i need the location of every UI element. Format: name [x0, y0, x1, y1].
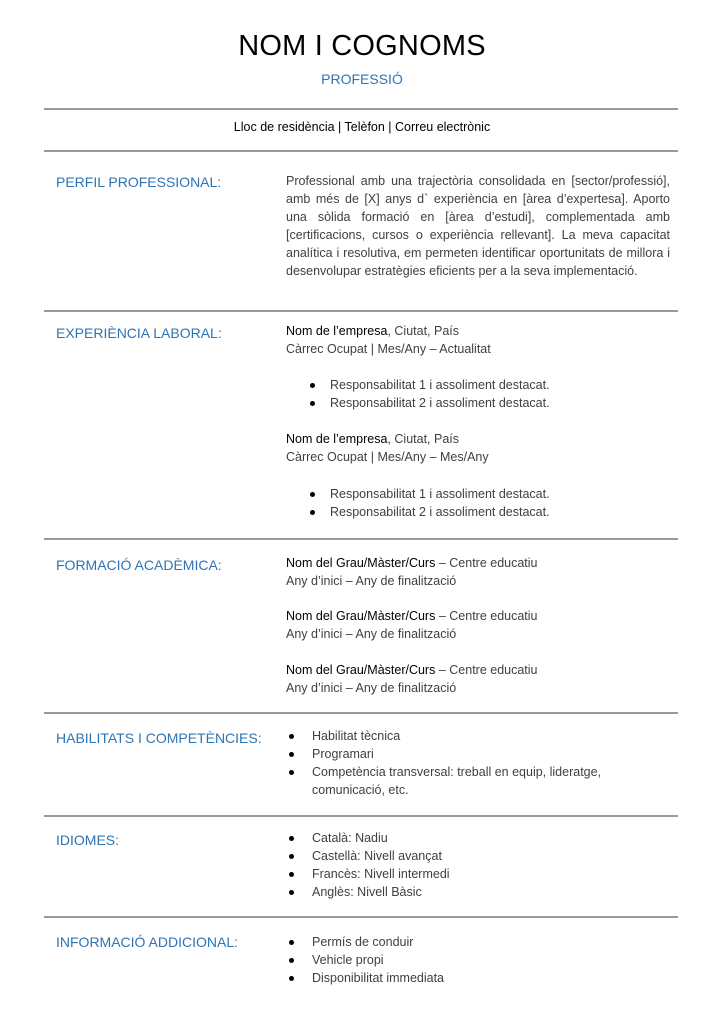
experience-job — [286, 322, 670, 358]
experience-job — [286, 430, 670, 466]
section-title-additional: INFORMACIÓ ADDICIONAL: — [56, 934, 239, 950]
bullet-icon — [289, 854, 294, 859]
list-item: Català: Nadiu — [286, 829, 670, 847]
section-title-skills: HABILITATS I COMPETÈNCIES: — [56, 730, 262, 746]
bullet-icon — [289, 890, 294, 895]
list-item: Responsabilitat 2 i assoliment destacat. — [286, 503, 670, 521]
list-item: Responsabilitat 2 i assoliment destacat. — [286, 394, 670, 412]
divider — [44, 712, 678, 714]
degree-name: Nom del Grau/Màster/Curs — [286, 556, 436, 570]
job-bullets — [286, 485, 670, 521]
bullet-icon — [289, 752, 294, 757]
list-item: Permís de conduir — [286, 933, 670, 951]
list-item: Habilitat tècnica — [286, 727, 670, 745]
full-name: NOM I COGNOMS — [238, 30, 486, 62]
education-entry — [286, 554, 670, 590]
company-name: Nom de l’empresa — [286, 432, 388, 446]
contact-line: Lloc de residència | Telèfon | Correu electrònic — [233, 120, 491, 134]
section-title-profile: PERFIL PROFESSIONAL: — [56, 174, 222, 190]
study-years: Any d’inici – Any de finalització — [286, 627, 457, 641]
skills-list — [286, 727, 670, 799]
job-role: Càrrec Ocupat | Mes/Any – Actualitat — [286, 342, 491, 356]
company-location: , Ciutat, País — [387, 432, 459, 446]
divider — [44, 916, 678, 918]
study-years: Any d’inici – Any de finalització — [286, 681, 457, 695]
divider — [44, 310, 678, 312]
bullet-icon — [289, 770, 294, 775]
section-title-experience: EXPERIÈNCIA LABORAL: — [56, 325, 222, 341]
additional-list — [286, 933, 670, 987]
list-item: Competència transversal: treball en equip, lideratge, comunicació, etc. — [286, 763, 670, 799]
list-item: Responsabilitat 1 i assoliment destacat. — [286, 376, 670, 394]
degree-name: Nom del Grau/Màster/Curs — [286, 609, 436, 623]
bullet-icon — [289, 940, 294, 945]
list-item: Responsabilitat 1 i assoliment destacat. — [286, 485, 670, 503]
list-item: Programari — [286, 745, 670, 763]
divider — [44, 538, 678, 540]
job-role: Càrrec Ocupat | Mes/Any – Mes/Any — [286, 450, 489, 464]
divider — [44, 150, 678, 152]
bullet-icon — [289, 836, 294, 841]
list-item: Castellà: Nivell avançat — [286, 847, 670, 865]
degree-name: Nom del Grau/Màster/Curs — [286, 663, 436, 677]
list-item: Disponibilitat immediata — [286, 969, 670, 987]
section-title-languages: IDIOMES: — [56, 832, 120, 848]
education-entry — [286, 607, 670, 643]
bullet-icon — [310, 383, 315, 388]
education-entry — [286, 661, 670, 697]
school-name: – Centre educatiu — [435, 609, 538, 623]
divider — [44, 815, 678, 817]
bullet-icon — [289, 734, 294, 739]
list-item: Vehicle propi — [286, 951, 670, 969]
company-name: Nom de l’empresa — [286, 324, 388, 338]
languages-list — [286, 829, 670, 901]
profile-text: Professional amb una trajectòria consolidada en [sector/professió], amb més de [X] anys d` experiència en [àrea d’expertesa]. Aporto una sòlida formació en [àrea d’estudi], complementada amb [certificacions, cursos o experiència rellevant]. La meva capacitat analítica i resolutiva, em permeten identificar oportunitats de millora i desenvolupar estratègies eficients per a la seva implementació. — [286, 174, 670, 278]
bullet-icon — [310, 401, 315, 406]
section-title-education: FORMACIÓ ACADÈMICA: — [56, 557, 222, 573]
bullet-icon — [289, 872, 294, 877]
study-years: Any d’inici – Any de finalització — [286, 574, 457, 588]
bullet-icon — [310, 510, 315, 515]
profession: PROFESSIÓ — [321, 71, 403, 87]
bullet-icon — [310, 492, 315, 497]
list-item: Francès: Nivell intermedi — [286, 865, 670, 883]
bullet-icon — [289, 976, 294, 981]
school-name: – Centre educatiu — [435, 556, 538, 570]
divider — [44, 108, 678, 110]
bullet-icon — [289, 958, 294, 963]
job-bullets — [286, 376, 670, 412]
school-name: – Centre educatiu — [435, 663, 538, 677]
list-item: Anglès: Nivell Bàsic — [286, 883, 670, 901]
company-location: , Ciutat, País — [387, 324, 459, 338]
